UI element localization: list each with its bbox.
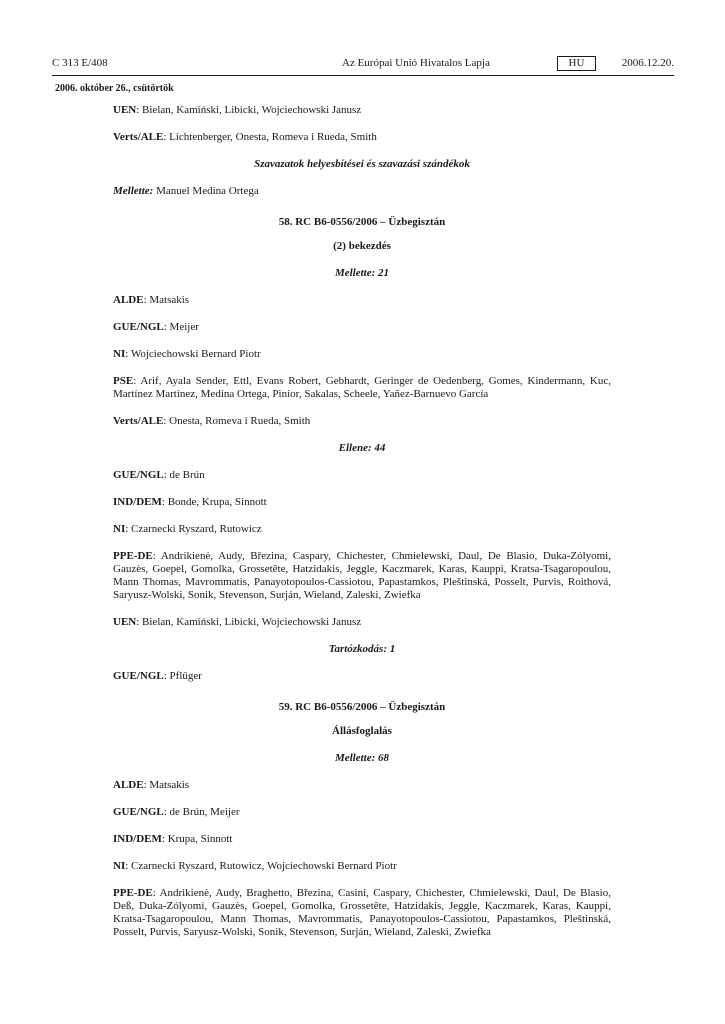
vote-entry <box>113 523 611 536</box>
party-name: GUE/NGL <box>113 670 164 682</box>
party-name: NI <box>113 860 126 872</box>
party-name: Verts/ALE <box>113 415 164 427</box>
vote-entry <box>113 104 611 117</box>
sitting-date: 2006. október 26., csütörtök <box>55 83 174 94</box>
corrections-label: Mellette: <box>113 185 154 197</box>
vote-entry <box>113 375 611 401</box>
member-list: : Bielan, Kamiński, Libicki, Wojciechowski Janusz <box>136 616 362 628</box>
vote-entry <box>113 616 611 629</box>
corrections-heading: Szavazatok helyesbítései és szavazási szándékok <box>254 158 470 170</box>
vote-58-title-block <box>113 216 611 253</box>
vote-58-abstain-heading: Tartózkodás: 1 <box>328 643 396 655</box>
language-code-box: HU <box>557 56 596 71</box>
member-list: : Meijer <box>163 321 199 333</box>
vote-58-title: 58. RC B6-0556/2006 – Üzbegisztán <box>278 216 446 228</box>
member-list: : Wojciechowski Bernard Piotr <box>125 348 261 360</box>
party-name: IND/DEM <box>113 833 162 845</box>
publication-date: 2006.12.20. <box>621 57 674 69</box>
party-name: Verts/ALE <box>113 131 164 143</box>
vote-entry <box>113 294 611 307</box>
member-list: : Onesta, Romeva i Rueda, Smith <box>163 415 311 427</box>
party-name: UEN <box>113 104 137 116</box>
member-list: : Bielan, Kamiński, Libicki, Wojciechowski Janusz <box>136 104 362 116</box>
member-list: : Czarnecki Ryszard, Rutowicz <box>125 523 262 535</box>
journal-reference: C 313 E/408 <box>52 57 108 69</box>
vote-entry <box>113 550 611 602</box>
header-rule <box>52 75 674 76</box>
vote-entry <box>113 131 611 144</box>
member-list: : Matsakis <box>143 294 190 306</box>
document-body <box>113 104 611 953</box>
member-list: : Czarnecki Ryszard, Rutowicz, Wojciechowski Bernard Piotr <box>125 860 397 872</box>
vote-58-subtitle: (2) bekezdés <box>333 240 391 252</box>
vote-entry <box>113 779 611 792</box>
member-list: : de Brún, Meijer <box>163 806 240 818</box>
vote-59-title: 59. RC B6-0556/2006 – Üzbegisztán <box>278 701 446 713</box>
party-name: GUE/NGL <box>113 321 164 333</box>
member-list: : Lichtenberger, Onesta, Romeva i Rueda, Smith <box>163 131 377 143</box>
vote-entry <box>113 806 611 819</box>
party-name: ALDE <box>113 294 144 306</box>
member-list: : Matsakis <box>143 779 190 791</box>
party-name: PPE-DE <box>113 550 153 562</box>
member-list: : Pflüger <box>163 670 202 682</box>
member-list: : Bonde, Krupa, Sinnott <box>161 496 267 508</box>
member-list: : Krupa, Sinnott <box>161 833 233 845</box>
vote-entry <box>113 670 611 683</box>
journal-title: Az Európai Unió Hivatalos Lapja <box>342 57 490 69</box>
party-name: GUE/NGL <box>113 469 164 481</box>
member-list: : de Brún <box>163 469 205 481</box>
vote-entry <box>113 496 611 509</box>
member-list: : Andrikienė, Audy, Březina, Caspary, Chichester, Chmielewski, Daul, De Blasio, Duka-Zólyomi, Gauzès, Goepel, Gomolka, Grossetête, Hatzidakis, Jeggle, Kaczmarek, Karas, Kauppi, Kratsa-Tsagaropoulou, Mann Thomas, Mavrommatis, Panayotopoulos-Cassiotou, Papastamkos, Pleštinská, Posselt, Purvis, Roithová, Saryusz-Wolski, Sonik, Stevenson, Surján, Wieland, Zaleski, Zwiefka <box>113 550 611 601</box>
party-name: NI <box>113 348 126 360</box>
vote-59-for-heading: Mellette: 68 <box>334 752 390 764</box>
vote-entry <box>113 348 611 361</box>
vote-entry <box>113 833 611 846</box>
party-name: UEN <box>113 616 137 628</box>
member-list: Manuel Medina Ortega <box>153 185 259 197</box>
vote-58-for-heading: Mellette: 21 <box>334 267 390 279</box>
vote-entry <box>113 469 611 482</box>
page-header <box>52 56 674 72</box>
party-name: GUE/NGL <box>113 806 164 818</box>
party-name: IND/DEM <box>113 496 162 508</box>
party-name: ALDE <box>113 779 144 791</box>
vote-entry <box>113 321 611 334</box>
member-list: : Andrikienė, Audy, Braghetto, Březina, Casini, Caspary, Chichester, Chmielewski, Daul, De Blasio, Deß, Duka-Zólyomi, Gauzès, Goepel, Gomolka, Grossetête, Hatzidakis, Jeggle, Kaczmarek, Karas, Kauppi, Kratsa-Tsagaropoulou, Mann Thomas, Mavrommatis, Panayotopoulos-Cassiotou, Papastamkos, Pleštinská, Posselt, Purvis, Saryusz-Wolski, Sonik, Stevenson, Surján, Wieland, Zaleski, Zwiefka <box>113 887 611 938</box>
vote-entry <box>113 860 611 873</box>
party-name: NI <box>113 523 126 535</box>
party-name: PPE-DE <box>113 887 153 899</box>
vote-59-title-block <box>113 701 611 738</box>
vote-entry <box>113 887 611 939</box>
vote-58-against-heading: Ellene: 44 <box>338 442 386 454</box>
member-list: : Arif, Ayala Sender, Ettl, Evans Robert, Gebhardt, Geringer de Oedenberg, Gomes, Kindermann, Kuc, Martínez Martínez, Medina Ortega, Pinior, Sakalas, Scheele, Yañez-Barnuevo García <box>113 375 611 400</box>
corrections-entry <box>113 185 611 198</box>
party-name: PSE <box>113 375 134 387</box>
vote-59-subtitle: Állásfoglalás <box>332 725 392 737</box>
vote-entry <box>113 415 611 428</box>
